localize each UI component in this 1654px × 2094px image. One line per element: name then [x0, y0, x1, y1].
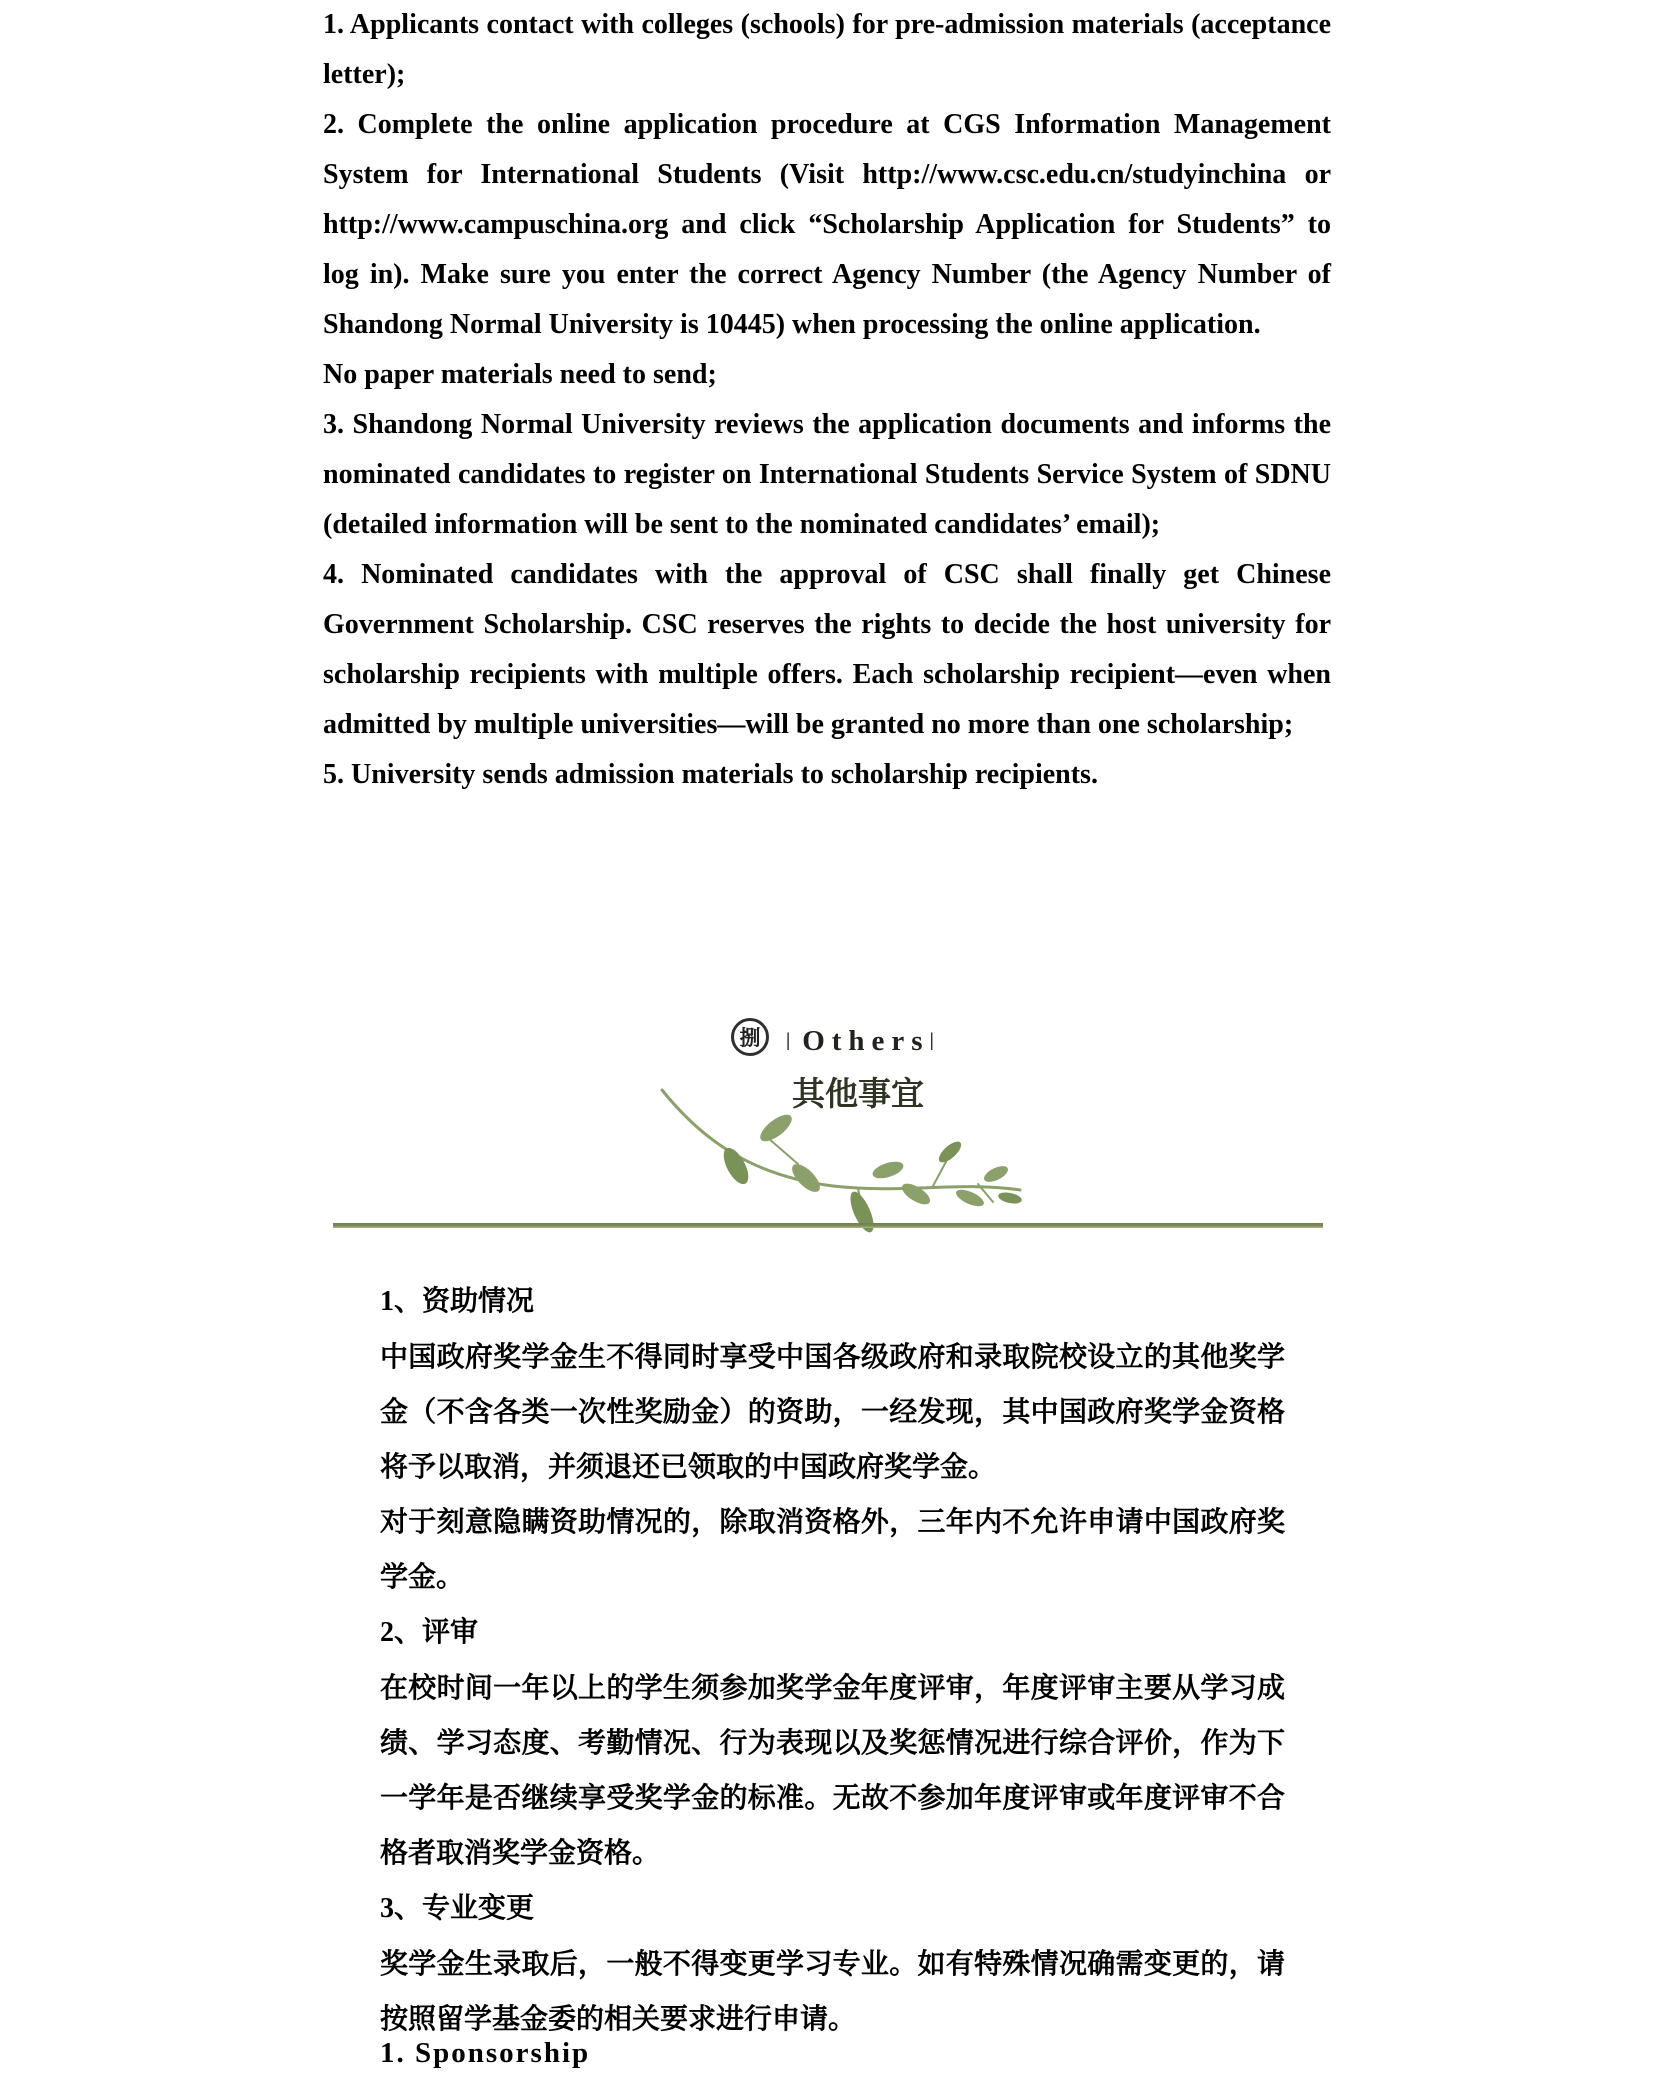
subsection-title: 专业变更 [422, 1892, 535, 1923]
subsection-heading-1 [380, 1273, 1285, 1329]
procedure-step-5: 5. University sends admission materials to scholarship recipients. [323, 759, 1098, 790]
subsection-paragraph: 对于刻意隐瞒资助情况的，除取消资格外，三年内不允许申请中国政府奖学金。 [380, 1506, 1285, 1592]
subsection-title: 评审 [422, 1616, 479, 1647]
subsection-number: 2、 [380, 1617, 423, 1648]
procedure-step-4: 4. Nominated candidates with the approval of CSC shall finally get Chinese Government Scholarship. CSC reserves the rights to decide the host university for scholarship recipients with multiple offers. Each scholarship recipient—even when admitted by multiple universities—will be granted no more than one scholarship; [323, 559, 1331, 740]
subsection-heading-3 [380, 1880, 1285, 1936]
subsection-number: 3、 [380, 1893, 423, 1924]
subsection-paragraph: 中国政府奖学金生不得同时享受中国各级政府和录取院校设立的其他奖学金（不含各类一次性奖励金）的资助，一经发现，其中国政府奖学金资格将予以取消，并须退还已领取的中国政府奖学金。 [380, 1341, 1285, 1482]
subsection-number: 1、 [380, 1286, 423, 1317]
chinese-notes-section [380, 1273, 1285, 2046]
section-divider-line [333, 1223, 1323, 1228]
title-bar-right: | [929, 1030, 934, 1051]
subsection-title: 资助情况 [422, 1285, 535, 1316]
subsection-heading-2 [380, 1604, 1285, 1660]
section-title-english-label: Others [802, 1025, 930, 1057]
section-number-text: 捌 [739, 1027, 761, 1050]
sponsorship-heading: 1. Sponsorship [380, 2037, 591, 2069]
procedure-step-2: 2. Complete the online application procedure at CGS Information Management System for International Students (Visit http://www.csc.edu.cn/studyinchina or http://www.campuschina.org and click “Scholarship Application for Students” to log in). Make sure you enter the correct Agency Number (the Agency Number of Shandong Normal University is 10445) when processing the online application. [323, 109, 1331, 340]
section-title-chinese: 其他事宜 [792, 1075, 924, 1112]
leaf-branch-illustration [648, 1086, 1028, 1236]
procedure-note: No paper materials need to send; [323, 359, 717, 390]
english-procedure-list [323, 0, 1331, 800]
subsection-paragraph: 奖学金生录取后，一般不得变更学习专业。如有特殊情况确需变更的，请按照留学基金委的相关要求进行申请。 [380, 1948, 1285, 2034]
section-title-english [786, 1022, 934, 1060]
section-number-badge [731, 1018, 769, 1056]
procedure-step-3: 3. Shandong Normal University reviews the application documents and informs the nominated candidates to register on International Students Service System of SDNU (detailed information will be sent to the nominated candidates’ email); [323, 409, 1331, 540]
title-bar-left: | [786, 1030, 791, 1051]
subsection-paragraph: 在校时间一年以上的学生须参加奖学金年度评审，年度评审主要从学习成绩、学习态度、考勤情况、行为表现以及奖惩情况进行综合评价，作为下一学年是否继续享受奖学金的标准。无故不参加年度评审或年度评审不合格者取消奖学金资格。 [380, 1672, 1285, 1868]
procedure-step-1: 1. Applicants contact with colleges (schools) for pre-admission materials (acceptance letter); [323, 9, 1331, 90]
